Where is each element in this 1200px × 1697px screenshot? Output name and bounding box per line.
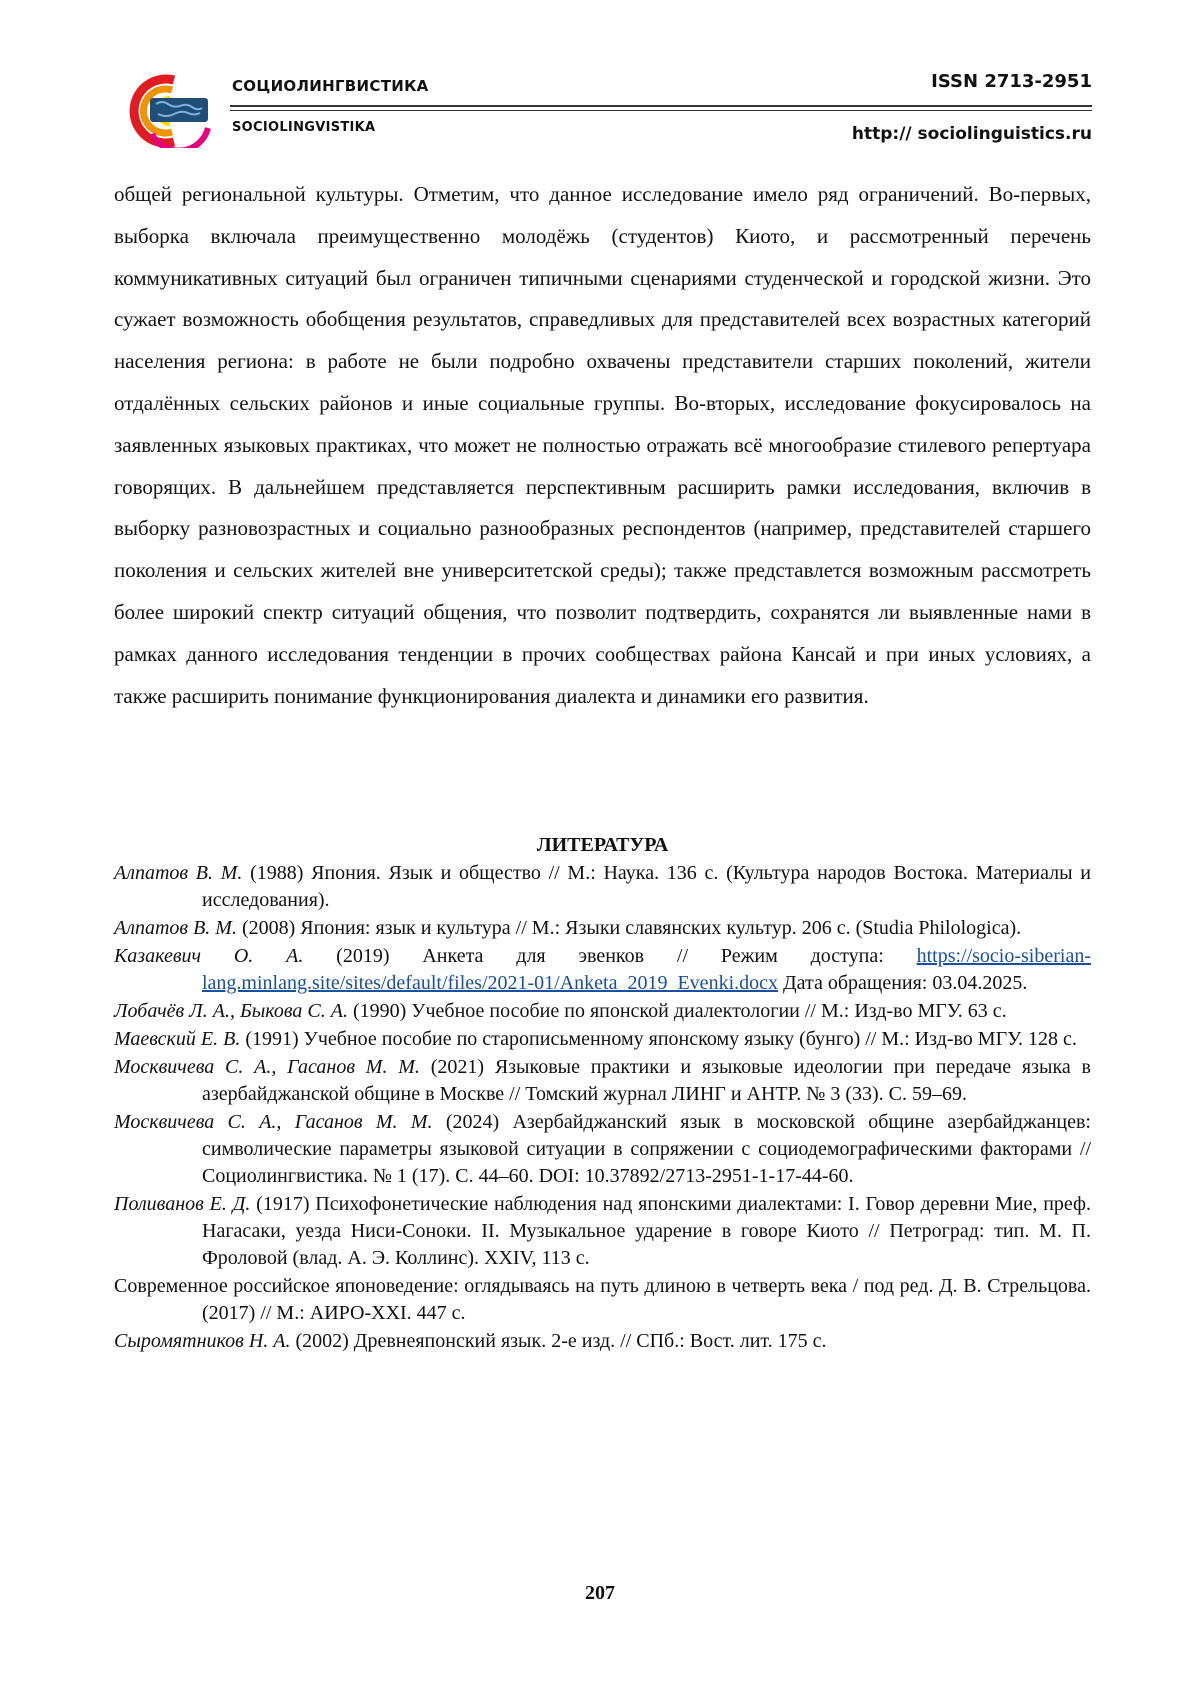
reference-item xyxy=(114,1109,1091,1190)
header-divider-thin xyxy=(230,110,1092,111)
reference-text: (1991) Учебное пособие по старописьменному японскому языку (бунго) // М.: Изд-во МГУ. 128 с. xyxy=(240,1028,1077,1050)
issn-label: ISSN 2713-2951 xyxy=(931,71,1092,92)
references-heading: ЛИТЕРАТУРА xyxy=(536,834,669,856)
reference-text: (2019) Анкета для эвенков // Режим доступа: xyxy=(303,945,917,967)
reference-item xyxy=(114,1054,1091,1108)
reference-author: Лобачёв Л. А., Быкова С. А. xyxy=(114,1000,348,1022)
reference-tail: Дата обращения: 03.04.2025. xyxy=(778,972,1028,994)
reference-author: Алпатов В. М. xyxy=(114,862,243,884)
references-list xyxy=(114,860,1091,1356)
reference-text: (2024) Азербайджанский язык в московской общине азербайджанцев: символические параметры языковой ситуации в сопряжении с социодемографическими факторами // Социолингвистика. № 1 (17). С. 44–60. DOI: 10.37892/2713-2951-1-17-44-60. xyxy=(202,1111,1091,1187)
reference-author: Казакевич О. А. xyxy=(114,945,304,967)
page-header xyxy=(112,68,1092,153)
reference-text: (2002) Древнеяпонский язык. 2-е изд. // СПб.: Вост. лит. 175 с. xyxy=(290,1330,827,1352)
reference-item xyxy=(114,1191,1091,1272)
reference-item xyxy=(114,860,1091,914)
reference-text: (1988) Япония. Язык и общество // М.: Наука. 136 с. (Культура народов Востока. Материалы и исследования). xyxy=(202,862,1091,911)
reference-text: Современное российское японоведение: оглядываясь на путь длиною в четверть века / под ред. Д. В. Стрельцова. (2017) // М.: АИРО-XXI. 447 с. xyxy=(114,1275,1091,1324)
reference-author: Москвичева С. А., Гасанов М. М. xyxy=(114,1056,420,1078)
reference-author: Москвичева С. А., Гасанов М. М. xyxy=(114,1111,433,1133)
reference-author: Поливанов Е. Д. xyxy=(114,1193,251,1215)
reference-item xyxy=(114,998,1091,1025)
body-paragraph: общей региональной культуры. Отметим, что данное исследование имело ряд ограничений. Во-первых, выборка включала преимущественно молодёжь (студентов) Киото, и рассмотренный перечень коммуникативных ситуаций был ограничен типичными сценариями студенческой и городской жизни. Это сужает возможность обобщения результатов, справедливых для представителей всех возрастных категорий населения региона: в работе не были подробно охвачены представители старших поколений, жители отдалённых сельских районов и иные социальные группы. Во-вторых, исследование фокусировалось на заявленных языковых практиках, что может не полностью отражать всё многообразие стилевого репертуара говорящих. В дальнейшем представляется перспективным расширить рамки исследования, включив в выборку разновозрастных и социально разнообразных респондентов (например, представителей старшего поколения и сельских жителей вне университетской среды); также представлется возможным рассмотреть более широкий спектр ситуаций общения, что позволит подтвердить, сохранятся ли выявленные нами в рамках данного исследования тенденции в прочих сообществах района Кансай и при иных условиях, а также расширить понимание функционирования диалекта и динамики его развития. xyxy=(114,182,1091,708)
journal-title-ru: СОЦИОЛИНГВИСТИКА xyxy=(232,77,429,95)
reference-item xyxy=(114,915,1091,942)
reference-text: (1990) Учебное пособие по японской диалектологии // М.: Изд-во МГУ. 63 с. xyxy=(347,1000,1007,1022)
reference-text: (2021) Языковые практики и языковые идеологии при передаче языка в азербайджанской общине в Москве // Томский журнал ЛИНГ и АНТР. № 3 (33). С. 59–69. xyxy=(202,1056,1091,1105)
reference-link[interactable]: https://socio-siberian-lang.minlang.site/sites/default/files/2021-01/Anketa_2019_Evenki.docx xyxy=(202,945,1091,994)
journal-url[interactable]: http:// sociolinguistics.ru xyxy=(851,124,1092,144)
reference-item xyxy=(114,1026,1091,1053)
reference-author: Маевский Е. В. xyxy=(114,1028,241,1050)
reference-item xyxy=(114,943,1091,997)
reference-item xyxy=(114,1328,1091,1355)
reference-item xyxy=(114,1273,1091,1327)
journal-logo-icon xyxy=(112,74,212,148)
page-number: 207 xyxy=(585,1582,615,1604)
reference-author: Сыромятников Н. А. xyxy=(114,1330,291,1352)
reference-author: Алпатов В. М. xyxy=(114,917,237,939)
journal-title-en: SOCIOLINGVISTIKA xyxy=(232,120,376,135)
header-divider xyxy=(230,105,1092,107)
reference-text: (2008) Япония: язык и культура // М.: Языки славянских культур. 206 с. (Studia Philologica). xyxy=(236,917,1022,939)
reference-text: (1917) Психофонетические наблюдения над японскими диалектами: I. Говор деревни Мие, преф. Нагасаки, уезда Ниси-Соноки. II. Музыкальное ударение в говоре Киото // Петроград: тип. М. П. Фроловой (влад. А. Э. Коллинс). XXIV, 113 с. xyxy=(202,1193,1091,1269)
